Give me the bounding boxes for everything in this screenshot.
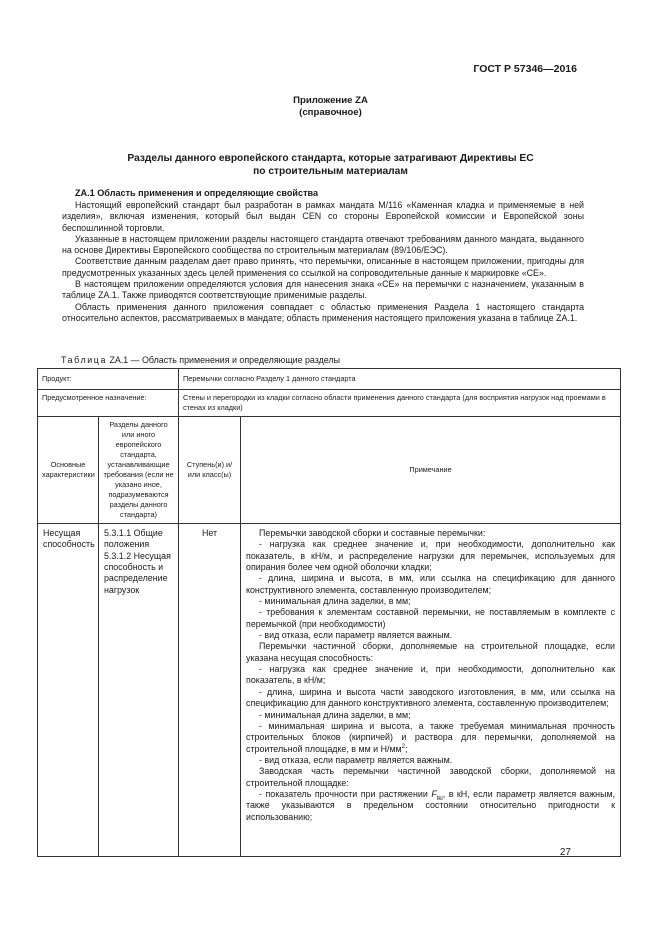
note-line	[246, 789, 615, 823]
clauses-cell	[99, 524, 179, 857]
header-characteristics: Основные характеристики	[38, 417, 99, 524]
clause: 5.3.1.2 Несущая способность и распределение нагрузок	[104, 550, 171, 595]
scope-table	[37, 368, 621, 857]
paragraph: Указанные в настоящем приложении разделы настоящего стандарта отвечают требованиям данного мандата, выданного на основе Директивы Европейского сообщества по строительным материалам (89/106/ЕЭС).	[62, 233, 584, 256]
note-line: - длина, ширина и высота, в мм, или ссылка на спецификацию для данного конструктивного элемента, составленную производителем;	[246, 573, 616, 595]
product-label: Продукт:	[38, 369, 179, 390]
note-line: Перемычки заводской сборки и составные перемычки:	[259, 528, 486, 538]
note-text: ;	[405, 743, 408, 754]
table-caption-text: ZA.1 — Область применения и определяющие разделы	[107, 355, 340, 365]
characteristic-cell: Несущая способность	[38, 524, 99, 857]
header-notes: Примечание	[241, 417, 621, 524]
product-value: Перемычки согласно Разделу 1 данного стандарта	[179, 369, 621, 390]
table-caption	[61, 355, 340, 365]
main-title-line1: Разделы данного европейского стандарта, которые затрагивают Директивы ЕС	[127, 153, 534, 164]
table-row	[38, 390, 621, 417]
table-caption-prefix: Таблица	[61, 355, 107, 365]
levels-cell: Нет	[179, 524, 241, 857]
header-clauses: Разделы данного или иного европейского стандарта, устанавливающие требования (если не указано иное, подразумеваются разделы данного стандарта)	[99, 417, 179, 524]
note-line: - нагрузка как среднее значение и, при необходимости, дополнительно как показатель, в кН/м, и распределение нагрузки для перемычек, используемых для опирания более чем одной оболочки кладки;	[246, 539, 616, 573]
note-line	[246, 721, 615, 755]
note-line: Заводская часть перемычки частичной заводской сборки, дополняемой на строительной площадке:	[246, 766, 616, 788]
main-title-line2: по строительным материалам	[253, 166, 408, 177]
header-levels: Ступень(и) и/или класс(ы)	[179, 417, 241, 524]
document-id: ГОСТ Р 57346—2016	[473, 63, 577, 75]
note-text: - показатель прочности при растяжении	[259, 788, 432, 799]
subscript: tki	[436, 795, 443, 802]
table-header-row	[38, 417, 621, 524]
note-line: - минимальная длина заделки, в мм;	[259, 709, 411, 720]
use-value: Стены и перегородки из кладки согласно области применения данного стандарта (для восприятия нагрузок над проемами в стенах из кладки)	[179, 390, 621, 417]
superscript: 2	[401, 743, 405, 750]
note-text: - минимальная ширина и высота, а также требуемая минимальная прочность строительных блоков (кирпичей) и раствора для перемычки, дополняемой на строительной площадке, в мм и Н/мм	[246, 720, 616, 754]
use-label: Предусмотренное назначение:	[38, 390, 179, 417]
paragraph: В настоящем приложении определяются условия для нанесения знака «CE» на перемычки с назначением, указанным в таблице ZA.1. Также приводятся соответствующие применимые разделы.	[62, 279, 584, 301]
symbol: F	[431, 788, 437, 799]
note-line: - длина, ширина и высота части заводского изготовления, в мм, или ссылка на спецификацию для данного конструктивного элемента, составленную производителем;	[246, 686, 616, 709]
section-heading: ZA.1 Область применения и определяющие свойства	[75, 188, 319, 198]
table-row	[38, 369, 621, 390]
note-line: - нагрузка как среднее значение и, при необходимости, дополнительно как показатель, в кН/м;	[246, 664, 616, 686]
appendix-subtitle: (справочное)	[299, 107, 362, 118]
note-text: , в кН, если	[442, 788, 497, 799]
page-number: 27	[559, 847, 571, 858]
paragraph: Настоящий европейский стандарт был разработан в рамках мандата М/116 «Каменная кладка и применяемые в ней изделия», включая изменения, который был выдан CEN со стороны Европейской комиссии и Европейской зоны беспошлинной торговли.	[62, 200, 584, 233]
intro-paragraphs	[62, 200, 584, 324]
note-text: параметр является важным, также указываются в предельном состоянии относительно пригодности к использованию;	[246, 788, 616, 822]
note-line: - вид отказа, если параметр является важным.	[259, 754, 453, 765]
paragraph: Соответствие данным разделам дает право принять, что перемычки, описанные в настоящем приложении, пригодны для предусмотренных указанных здесь целей применения со ссылкой на сопроводительные данные к маркировке «CE».	[62, 256, 584, 278]
note-line: - вид отказа, если параметр является важным.	[259, 630, 453, 641]
note-line: - минимальная длина заделки, в мм;	[259, 596, 411, 607]
clause: 5.3.1.1 Общие положения	[104, 528, 163, 550]
appendix-title: Приложение ZA	[293, 95, 368, 106]
note-line: Перемычки частичной сборки, дополняемые на строительной площадке, если указана несущая способность:	[246, 641, 616, 663]
note-line: - требования к элементам составной перемычки, не поставляемым в комплекте с перемычкой (при необходимости)	[246, 607, 616, 629]
table-row	[38, 524, 621, 857]
paragraph: Область применения данного приложения совпадает с областью применения Раздела 1 настоящего стандарта относительно аспектов, рассматриваемых в мандате; область применения настоящего приложения указана в таблице ZA.1.	[62, 301, 584, 323]
notes-cell	[241, 524, 621, 857]
